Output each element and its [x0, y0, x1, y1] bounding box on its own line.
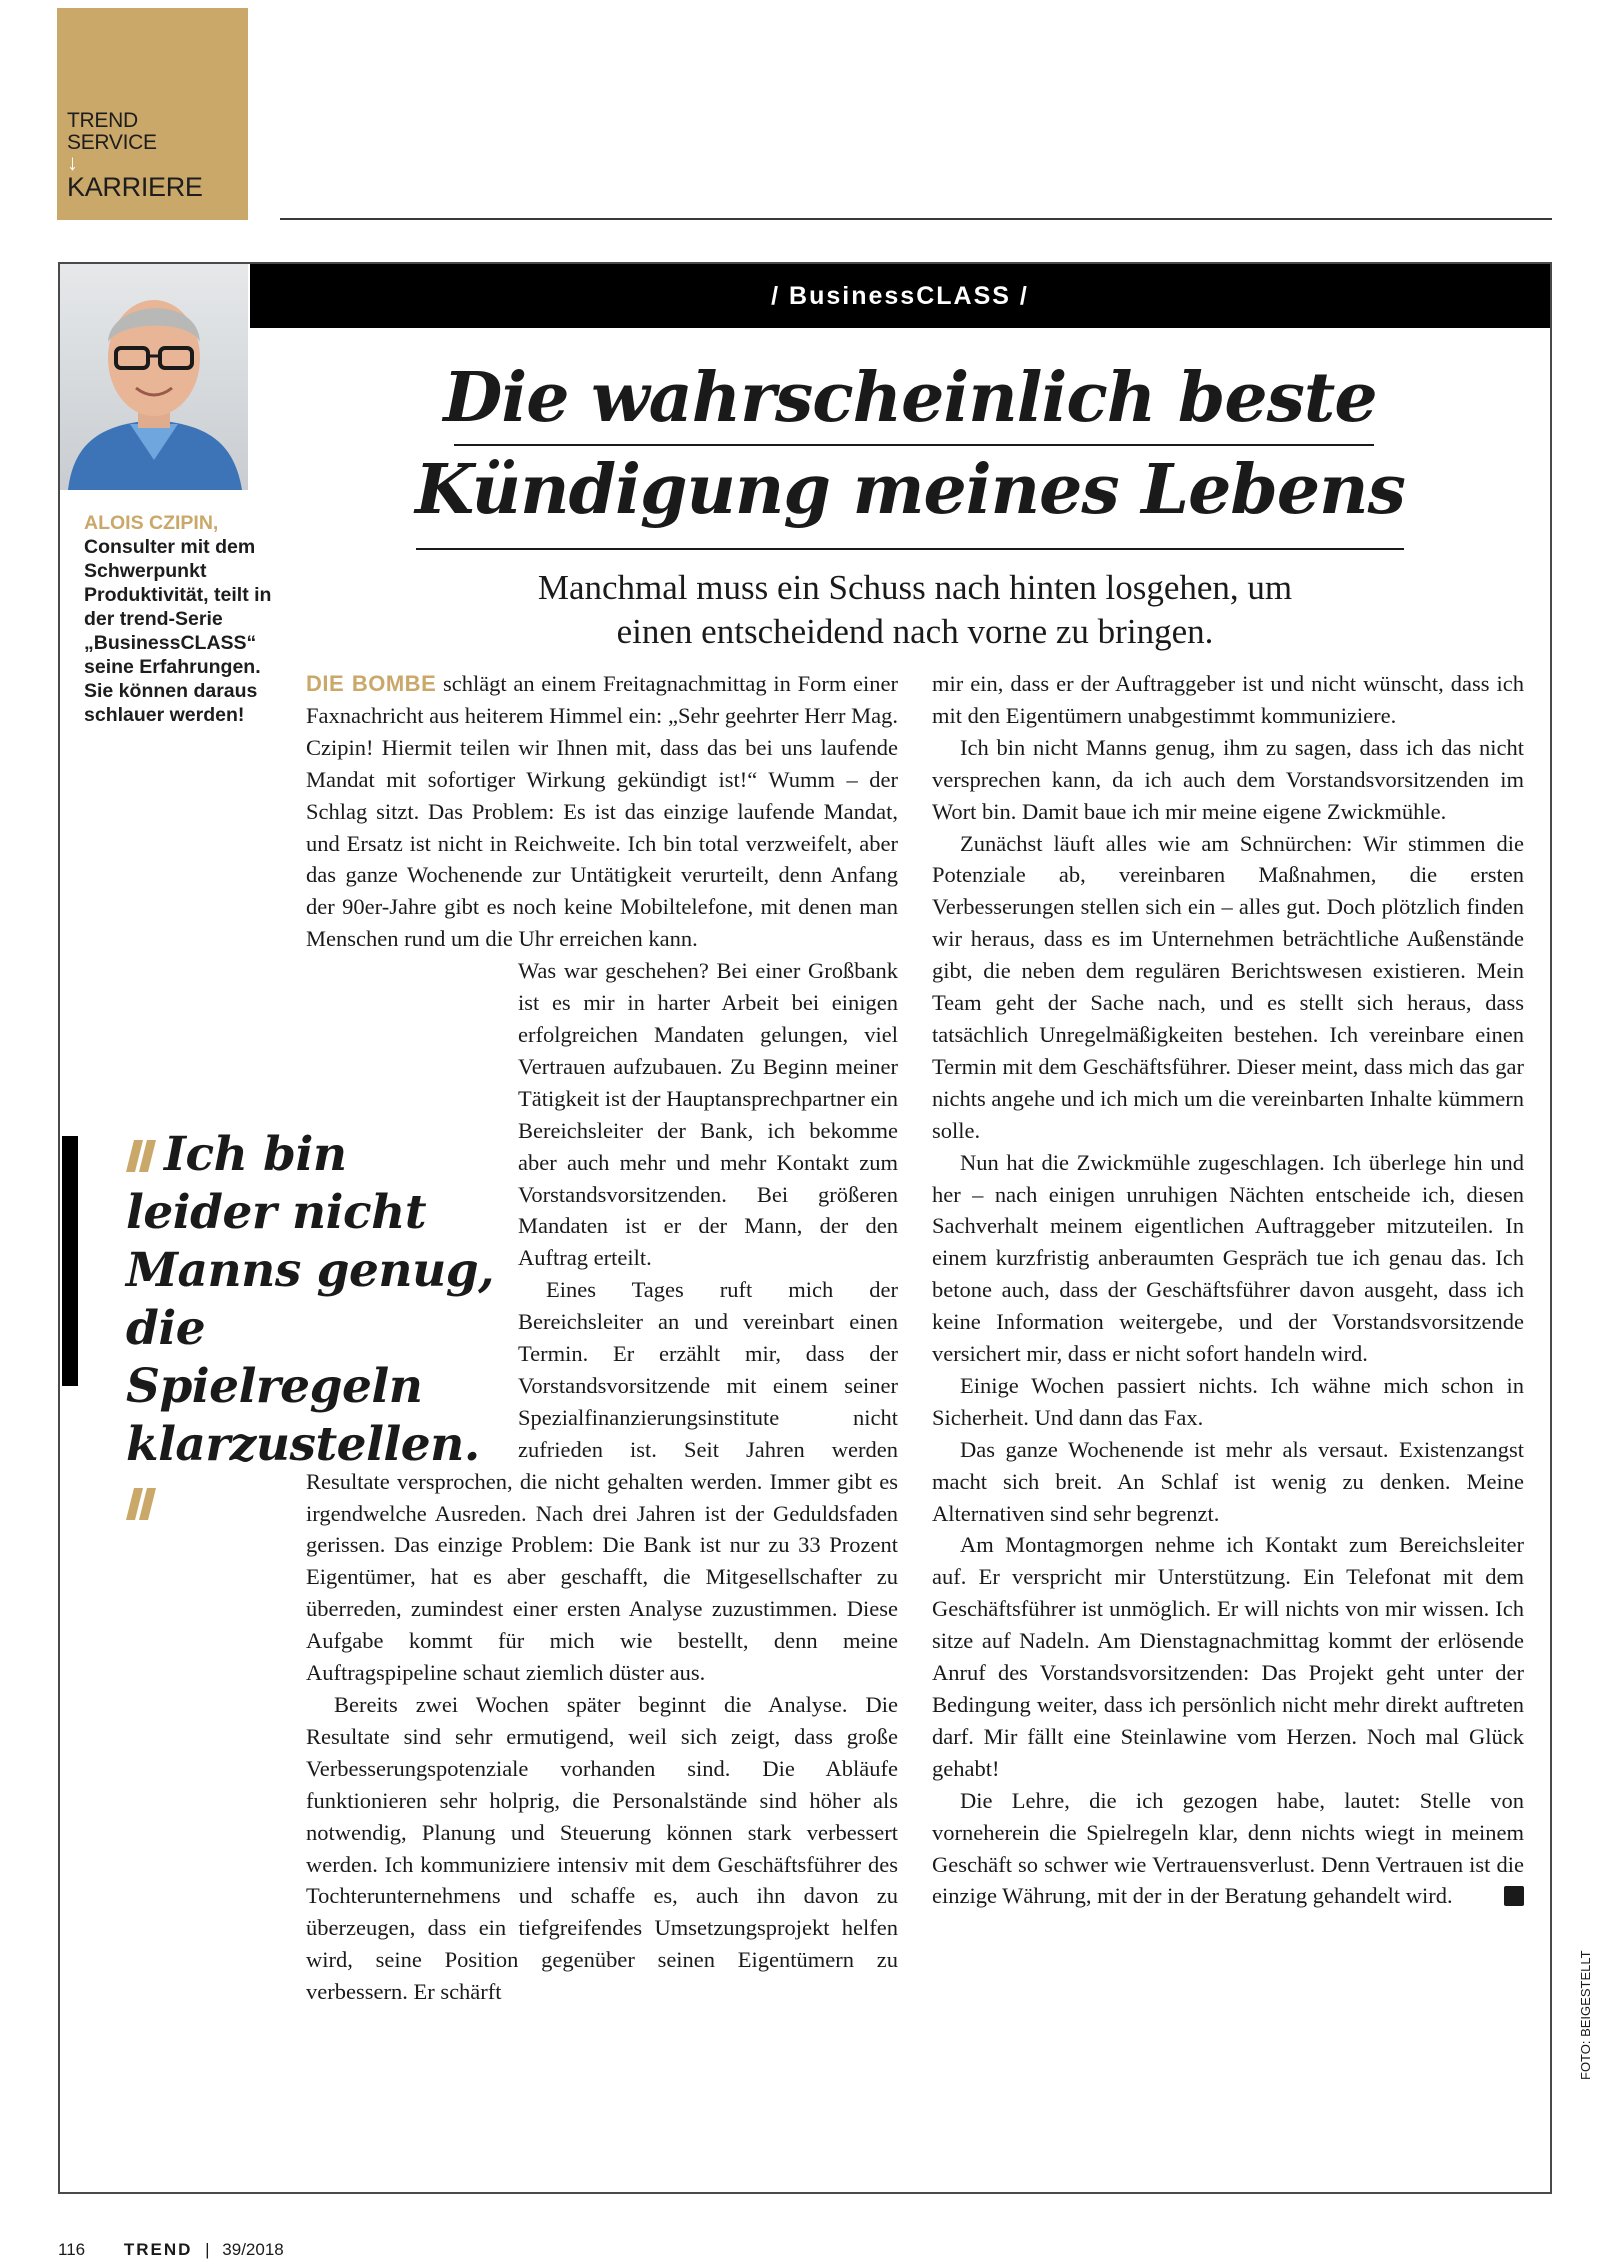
page-footer [58, 2240, 284, 2260]
paragraph: Bereits zwei Wochen später beginnt die Analyse. Die Resultate sind sehr ermutigend, weil sich zeigt, dass große Verbesserungspotenziale vorhanden sind. Die Abläufe funktionieren sehr holprig, die Personalstände sind höher als notwendig, Planung und Steuerung können stark verbessert werden. Ich kommuniziere intensiv mit dem Geschäftsführer des Tochterunternehmens und schaffe es, auch ihn davon zu überzeugen, dass ein tiefgreifendes Umsetzungsprojekt helfen wird, seine Position gegenüber seinen Eigentümern zu verbessern. Er schärft [306, 1692, 898, 2005]
article-lead: DIE BOMBE [306, 671, 437, 696]
subhead-line2: einen entscheidend nach vorne zu bringen. [616, 612, 1214, 651]
paragraph [932, 1785, 1542, 1913]
paragraph-text: Was war geschehen? Bei einer Großbank ist es mir in harter Arbeit bei einigen erfolgreichen Mandaten gelungen, viel Vertrauen aufzubauen. Zu Beginn meiner Tätigkeit ist der Hauptansprechpartner ein Bereichsleiter der Bank, ich bekomme aber auch mehr und mehr Kontakt zum Vorstandsvorsitzenden. Bei größeren Mandaten ist er der Mann, der den Auftrag erteilt. [518, 958, 898, 1271]
subhead-line1: Manchmal muss ein Schuss nach hinten losgehen, um [537, 568, 1293, 607]
section-service: SERVICE [67, 131, 157, 154]
author-portrait [60, 264, 248, 490]
paragraph-text: Die Lehre, die ich gezogen habe, lautet: Stelle von vorneherein die Spielregeln klar, denn nichts wiegt in meinem Geschäft so schwer wie Vertrauensverlust. Denn Vertrauen ist die einzige Währung, mit der in der Beratung gehandelt wird. [932, 1787, 1524, 1909]
headline-underline-1 [454, 444, 1374, 446]
paragraph: Eines Tages ruft mich der Bereichsleiter an und vereinbart einen Termin. Er erzählt mir, dass der Vorstandsvorsitzende mit einem seiner Spezialfinanzierungsinstitute nicht zufrieden ist. Seit Jahren werden Resultate versprochen, die nicht gehalten werden. Immer gibt es irgendwelche Ausreden. Nach drei Jahren ist der Geduldsfaden gerissen. Das einzige Problem: Die Bank ist nur zu 33 Prozent Eigentümer, hat es aber geschafft, die Mitgesellschafter zu überreden, zumindest einer ersten Analyse zuzustimmen. Diese Aufgabe kommt für mich wie bestellt, denn meine Auftragspipeline schaut ziemlich düster aus. [306, 1277, 898, 1686]
photo-credit: FOTO: BEIGESTELLT [1578, 1950, 1593, 2080]
paragraph: Zunächst läuft alles wie am Schnürchen: Wir stimmen die Potenziale ab, vereinbaren Maßnahmen, die ersten Verbesserungen stellen sich ein – alles gut. Doch plötzlich finden wir heraus, dass es im Unternehmen beträchtliche Außenstände gibt, die neben dem regulären Berichtswesen existieren. Mein Team geht der Sache nach, und es stellt sich heraus, dass tatsächlich Unregelmäßigkeiten bestehen. Ich vereinbare einen Termin mit dem Geschäftsführer. Dieser meint, dass mich das gar nichts angehe und ich mich um die vereinbarten Inhalte kümmern solle. [932, 830, 1524, 1143]
paragraph: Einige Wochen passiert nichts. Ich wähne mich schon in Sicherheit. Und dann das Fax. [932, 1372, 1524, 1430]
headline-line2: Kündigung meines Lebens [415, 450, 1405, 530]
article-column-right [932, 668, 1542, 1912]
end-of-article-icon: T [1504, 1886, 1524, 1906]
headline-line1: Die wahrscheinlich beste [443, 358, 1377, 438]
paragraph: mir ein, dass er der Auftraggeber ist und nicht wünscht, dass ich mit den Eigentümern unabgestimmt kommuniziere. [932, 671, 1524, 728]
page-number: 116 [58, 2240, 86, 2259]
paragraph: Das ganze Wochenende ist mehr als versaut. Existenzangst macht sich breit. An Schlaf ist wenig zu denken. Meine Alternativen sind sehr begrenzt. [932, 1436, 1524, 1526]
subheadline [420, 566, 1410, 654]
headline-underline-2 [416, 548, 1404, 550]
pullquote-text: Ich bin leider nicht Manns genug, die Spielregeln klarzustellen. [126, 1127, 494, 1472]
issue-number: 39/2018 [222, 2240, 284, 2259]
paragraph: Ich bin nicht Manns genug, ihm zu sagen, dass ich das nicht versprechen kann, da ich auch dem Vorstandsvorsitzenden im Wort bin. Damit baue ich mir meine eigene Zwickmühle. [932, 734, 1524, 824]
quote-close-icon [126, 1488, 156, 1520]
footer-separator: | [205, 2240, 210, 2259]
top-rule [280, 218, 1552, 220]
paragraph: Am Montagmorgen nehme ich Kontakt zum Bereichsleiter auf. Er verspricht mir Unterstützung. Ein Telefonat mit dem Geschäftsführer ist unmöglich. Er will nichts von mir wissen. Ich sitze auf Nadeln. Am Dienstagnachmittag kommt der erlösende Anruf des Vorstandsvorsitzenden: Das Projekt geht unter der Bedingung weiter, dass ich persönlich nicht mehr direkt auftreten darf. Mir fällt eine Steinlawine vom Herzen. Noch mal Glück gehabt! [932, 1532, 1524, 1781]
arrow-down-icon: ↓ [67, 150, 78, 175]
author-info [84, 511, 274, 727]
section-karriere: KARRIERE [67, 172, 203, 202]
paragraph [306, 668, 898, 955]
quote-open-icon [126, 1140, 156, 1172]
series-banner: / BusinessCLASS / [250, 264, 1550, 328]
section-trend: TREND [67, 109, 138, 132]
author-bio: Consulter mit dem Schwerpunkt Produktivität, teilt in der trend-Serie „BusinessCLASS“ seine Erfahrungen. Sie können daraus schlauer werden! [84, 536, 272, 726]
section-tag [57, 8, 248, 220]
pullquote-bar [62, 1136, 78, 1386]
paragraph: Nun hat die Zwickmühle zugeschlagen. Ich überlege hin und her – nach einigen unruhigen Nächten entscheide ich, diesen Sachverhalt meinem eigentlichen Auftraggeber mitzuteilen. In einem kurzfristig anberaumten Gespräch tue ich genau das. Ich betone auch, dass der Geschäftsführer davon ausgeht, dass ich keine Information weitergebe, und der Vorstandsvorsitzende versichert mir, dass er nicht sofort handeln wird. [932, 1149, 1524, 1367]
paragraph-text: schlägt an einem Freitagnachmittag in Form einer Faxnachricht aus heiterem Himmel ein: „Sehr geehrter Herr Mag. Czipin! Hiermit teilen wir Ihnen mit, dass das bei uns laufende Mandat mit sofortiger Wirkung gekündigt ist!“ Wumm – der Schlag sitzt. Das Problem: Es ist das einzige laufende Mandat, und Ersatz ist nicht in Reichweite. Ich bin total verzweifelt, aber das ganze Wochenende zur Untätigkeit verurteilt, denn Anfang der 90er-Jahre gibt es noch keine Mobiltelefone, mit denen man Menschen rund um die Uhr erreichen kann. [306, 671, 898, 952]
pullquote [126, 1126, 506, 1532]
magazine-brand: TREND [123, 2240, 193, 2259]
author-name: ALOIS CZIPIN, [84, 512, 219, 534]
